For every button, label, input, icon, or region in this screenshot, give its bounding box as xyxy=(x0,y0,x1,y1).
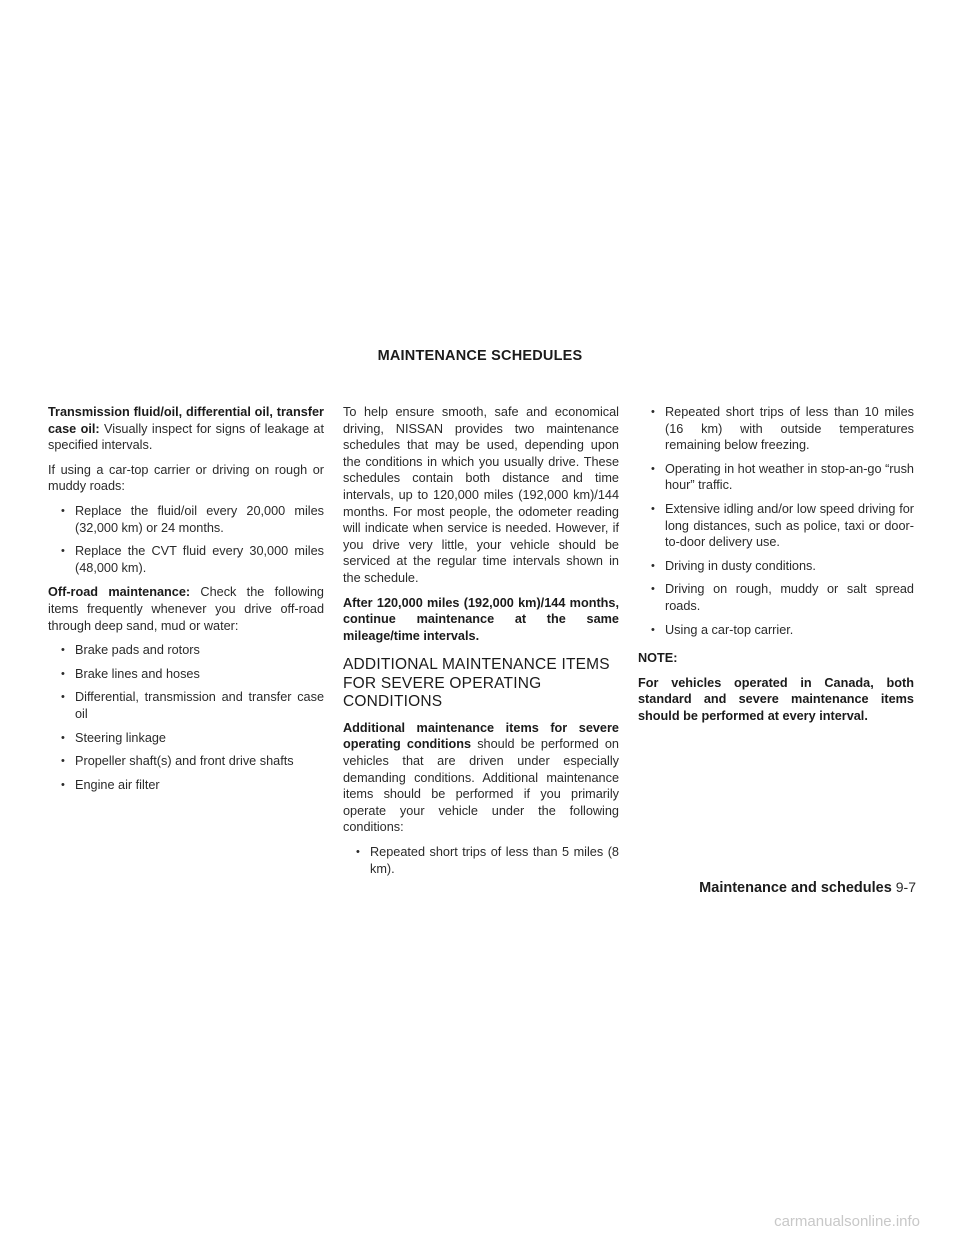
list-item: • Driving in dusty conditions. xyxy=(638,558,914,575)
watermark: carmanualsonline.info xyxy=(774,1213,920,1230)
list-item: • Repeated short trips of less than 5 miles (8 km). xyxy=(343,844,619,877)
paragraph-car-top-carrier: If using a car-top carrier or driving on rough or muddy roads: xyxy=(48,462,324,494)
subheading-severe-conditions: ADDITIONAL MAINTENANCE ITEMS FOR SEVERE OPERATING CONDITIONS xyxy=(343,656,610,711)
note-text-bold: For vehicles operated in Canada, both standard and severe maintenance items should be performed at every interval. xyxy=(638,675,914,723)
chapter-title: Maintenance and schedules xyxy=(699,880,892,896)
term-after-120000: After 120,000 miles (192,000 km)/144 months, continue maintenance at the same mileage/time intervals. xyxy=(343,595,619,643)
term-severe-conditions: Additional maintenance items for severe operating conditions xyxy=(343,720,619,752)
list-item: • Steering linkage xyxy=(48,730,324,747)
list-item: • Replace the CVT fluid every 30,000 miles (48,000 km). xyxy=(48,543,324,576)
note-label xyxy=(638,650,914,667)
list-item: • Repeated short trips of less than 10 miles (16 km) with outside temperatures remaining below freezing. xyxy=(638,404,914,454)
list-severe-conditions-cont xyxy=(638,404,914,638)
list-item: • Replace the fluid/oil every 20,000 miles (32,000 km) or 24 months. xyxy=(48,503,324,536)
list-item: • Brake pads and rotors xyxy=(48,642,324,659)
note-text xyxy=(638,675,914,725)
page-number: 9-7 xyxy=(895,879,916,895)
column-3 xyxy=(638,404,914,733)
list-item: • Extensive idling and/or low speed driving for long distances, such as police, taxi or door-to-door delivery use. xyxy=(638,501,914,551)
list-item: • Driving on rough, muddy or salt spread roads. xyxy=(638,581,914,614)
list-off-road-items xyxy=(48,642,324,793)
list-item: • Differential, transmission and transfer case oil xyxy=(48,689,324,722)
list-fluid-replacement xyxy=(48,503,324,576)
page-footer xyxy=(699,879,916,896)
paragraph-transmission-fluid xyxy=(48,404,324,454)
paragraph-after-120000 xyxy=(343,595,619,645)
paragraph-maintenance-intro: To help ensure smooth, safe and economical driving, NISSAN provides two maintenance schedules that may be used, depending upon the conditions in which you usually drive. These schedules contain both distance and time intervals, up to 120,000 miles (192,000 km)/144 months. For most people, the odometer reading will indicate when service is needed. However, if you drive very little, your vehicle should be serviced at the regular time intervals shown in the schedule. xyxy=(343,405,619,585)
column-2 xyxy=(343,404,619,885)
list-item: • Engine air filter xyxy=(48,777,324,794)
list-item: • Using a car-top carrier. xyxy=(638,622,914,639)
paragraph-off-road xyxy=(48,584,324,634)
list-item: • Brake lines and hoses xyxy=(48,666,324,683)
list-item: • Operating in hot weather in stop-an-go “rush hour” traffic. xyxy=(638,461,914,494)
text-off-road: Check the following items frequently whenever you drive off-road through deep sand, mud or water: xyxy=(48,585,324,633)
list-severe-conditions-start xyxy=(343,844,619,877)
paragraph-severe-conditions xyxy=(343,720,619,836)
text-transmission-fluid: Visually inspect for signs of leakage at specified intervals. xyxy=(48,421,325,453)
section-title: MAINTENANCE SCHEDULES xyxy=(377,348,583,364)
text-severe-conditions: should be performed on vehicles that are driven under especially demanding conditions. Additional maintenance items should be performed if you primarily operate your vehicle under the following conditions: xyxy=(343,737,619,835)
list-item: • Propeller shaft(s) and front drive shafts xyxy=(48,753,324,770)
column-1 xyxy=(48,404,324,801)
term-transmission-fluid: Transmission fluid/oil, differential oil, transfer case oil: xyxy=(48,405,324,436)
note-label-text: NOTE: xyxy=(638,651,678,666)
term-off-road-maintenance: Off-road maintenance: xyxy=(48,585,191,600)
